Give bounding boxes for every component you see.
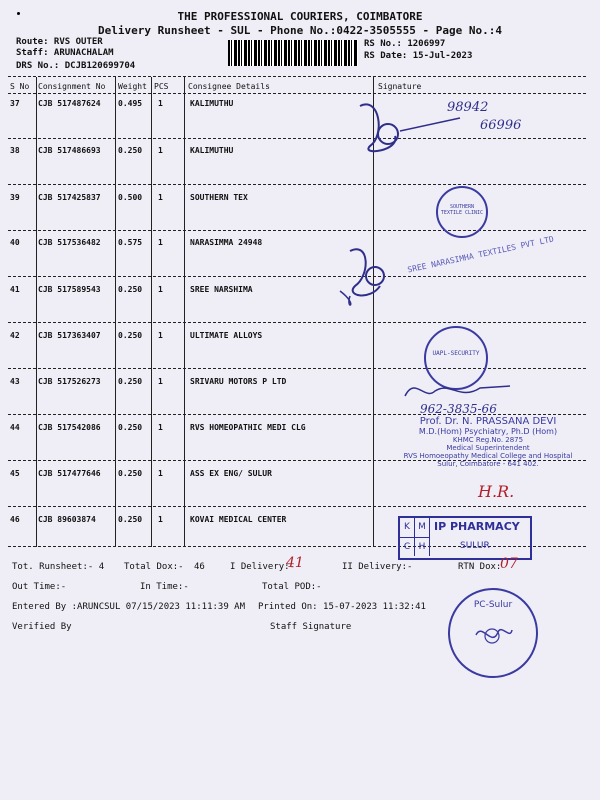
row-consignee: ASS EX ENG/ SULUR	[190, 469, 272, 478]
row-consignment: CJB 517487624	[38, 99, 101, 108]
row-weight: 0.575	[118, 238, 143, 247]
row-consignee: KOVAI MEDICAL CENTER	[190, 515, 287, 524]
pharmacy-city: SULUR	[460, 541, 490, 551]
row-sno: 44	[10, 423, 20, 432]
pharmacy-h: H	[415, 538, 430, 556]
row-sno: 45	[10, 469, 20, 478]
out-time: Out Time:-	[12, 582, 67, 592]
row-pcs: 1	[158, 99, 163, 108]
handwritten-phone-1: 98942	[447, 100, 489, 115]
row-divider	[8, 506, 586, 507]
row-divider	[8, 368, 586, 369]
doctor-title: Medical Superintendent	[446, 444, 530, 452]
row-weight: 0.495	[118, 99, 143, 108]
row-consignee: SREE NARSHIMA	[190, 285, 253, 294]
row-pcs: 1	[158, 469, 163, 478]
row-divider	[8, 322, 586, 323]
rtn-dox-handwritten: 07	[500, 556, 518, 572]
col-signature: Signature	[378, 82, 422, 91]
doctor-reg: KHMC Reg.No. 2875	[452, 436, 524, 444]
row-sno: 43	[10, 377, 20, 386]
row-consignee: NARASIMMA 24948	[190, 238, 263, 247]
row-divider	[8, 276, 586, 277]
row-weight: 0.250	[118, 377, 143, 386]
row-pcs: 1	[158, 423, 163, 432]
handwritten-initials: H.R.	[478, 482, 515, 501]
col-divider	[184, 77, 185, 547]
in-time: In Time:-	[140, 582, 189, 592]
row-consignment: CJB 517363407	[38, 331, 101, 340]
row-weight: 0.250	[118, 469, 143, 478]
handwritten-phone-3: 962-3835-66	[420, 402, 497, 416]
row-consignee: SOUTHERN TEX	[190, 193, 248, 202]
row-consignment: CJB 517425837	[38, 193, 101, 202]
rtn-dox-label: RTN Dox:	[458, 562, 502, 572]
row-consignment: CJB 517526273	[38, 377, 101, 386]
row-consignment: CJB 89603874	[38, 515, 96, 524]
row-weight: 0.500	[118, 193, 143, 202]
staff-signature: Staff Signature	[270, 622, 352, 632]
row-consignee: RVS HOMEOPATHIC MEDI CLG	[190, 423, 306, 432]
staff-label: Staff: ARUNACHALAM	[16, 48, 114, 58]
row-sno: 40	[10, 238, 20, 247]
ii-delivery-label: II Delivery:-	[342, 562, 413, 572]
row-consignment: CJB 517536482	[38, 238, 101, 247]
row-consignment: CJB 517477646	[38, 469, 101, 478]
row-pcs: 1	[158, 377, 163, 386]
uapl-stamp-text: UAPL-SECURITY	[432, 350, 480, 357]
i-delivery-label: I Delivery:-	[230, 562, 296, 572]
row-weight: 0.250	[118, 146, 143, 155]
row-sno: 41	[10, 285, 20, 294]
row-consignee: SRIVARU MOTORS P LTD	[190, 377, 287, 386]
row-pcs: 1	[158, 238, 163, 247]
pharmacy-stamp	[398, 516, 532, 560]
row-sno: 38	[10, 146, 20, 155]
row-pcs: 1	[158, 285, 163, 294]
row-weight: 0.250	[118, 423, 143, 432]
row-pcs: 1	[158, 146, 163, 155]
col-pcs: PCS	[154, 82, 169, 91]
col-consignee: Consignee Details	[188, 82, 270, 91]
scan-mark	[17, 12, 20, 15]
route-label: Route: RVS OUTER	[16, 37, 103, 47]
table-header-rule	[8, 93, 586, 94]
row-sno: 42	[10, 331, 20, 340]
row-pcs: 1	[158, 331, 163, 340]
doctor-qualification: M.D.(Hom) Psychiatry, Ph.D (Hom)	[418, 427, 558, 436]
verified-by: Verified By	[12, 622, 72, 632]
pharmacy-c: C	[400, 538, 415, 556]
total-dox-label: Total Dox:-	[124, 562, 184, 572]
row-sno: 37	[10, 99, 20, 108]
southern-tex-stamp	[436, 186, 488, 238]
col-consignment: Consignment No	[38, 82, 106, 91]
row-consignee: KALIMUTHU	[190, 99, 234, 108]
row-sno: 46	[10, 515, 20, 524]
col-divider	[36, 77, 37, 547]
rs-number: RS No.: 1206997	[364, 39, 446, 49]
rs-date: RS Date: 15-Jul-2023	[364, 51, 473, 61]
drs-number: DRS No.: DCJB120699704	[16, 61, 136, 71]
col-weight: Weight	[118, 82, 147, 91]
pharmacy-k: K	[400, 518, 415, 538]
row-divider	[8, 184, 586, 185]
i-delivery-handwritten: 41	[286, 555, 304, 571]
row-pcs: 1	[158, 515, 163, 524]
southern-tex-stamp-text: SOUTHERN TEXTILE CLINIC	[440, 204, 484, 216]
row-weight: 0.250	[118, 331, 143, 340]
pharmacy-m: M	[415, 518, 430, 538]
row-divider	[8, 230, 586, 231]
handwritten-phone-2: 66996	[480, 118, 522, 133]
pc-sulur-stamp	[448, 588, 538, 678]
company-title: THE PROFESSIONAL COURIERS, COIMBATORE	[177, 10, 423, 23]
doctor-college: RVS Homoeopathy Medical College and Hospital	[403, 452, 573, 460]
row-weight: 0.250	[118, 285, 143, 294]
row-pcs: 1	[158, 193, 163, 202]
table-top-rule	[8, 76, 586, 77]
row-consignment: CJB 517486693	[38, 146, 101, 155]
col-divider	[151, 77, 152, 547]
total-pod: Total POD:-	[262, 582, 322, 592]
entered-by: Entered By :ARUNCSUL 07/15/2023 11:11:39 AM	[12, 602, 245, 612]
barcode	[228, 40, 358, 66]
total-dox-value: 46	[194, 562, 205, 572]
narasimha-stamp: SREE NARASIMHA TEXTILES PVT LTD	[406, 234, 555, 275]
pc-sulur-signature	[472, 620, 516, 650]
printed-on: Printed On: 15-07-2023 11:32:41	[258, 602, 426, 612]
col-divider	[115, 77, 116, 547]
row-consignment: CJB 517589543	[38, 285, 101, 294]
pharmacy-name: IP PHARMACY	[434, 520, 520, 533]
row-consignment: CJB 517542086	[38, 423, 101, 432]
row-sno: 39	[10, 193, 20, 202]
doctor-address: Sulur, Coimbatore - 641 402.	[437, 460, 539, 468]
doctor-name: Prof. Dr. N. PRASSANA DEVI	[419, 416, 557, 427]
signature-row-40	[330, 236, 420, 316]
row-consignee: ULTIMATE ALLOYS	[190, 331, 263, 340]
row-divider	[8, 414, 586, 415]
tot-runsheet: Tot. Runsheet:- 4	[12, 562, 105, 572]
col-sno: S No	[10, 82, 30, 91]
row-consignee: KALIMUTHU	[190, 146, 234, 155]
pc-sulur-text: PC-Sulur	[473, 600, 513, 610]
row-weight: 0.250	[118, 515, 143, 524]
doctor-stamp	[378, 416, 598, 468]
runsheet-title: Delivery Runsheet - SUL - Phone No.:0422-3505555 - Page No.:4	[98, 24, 502, 37]
